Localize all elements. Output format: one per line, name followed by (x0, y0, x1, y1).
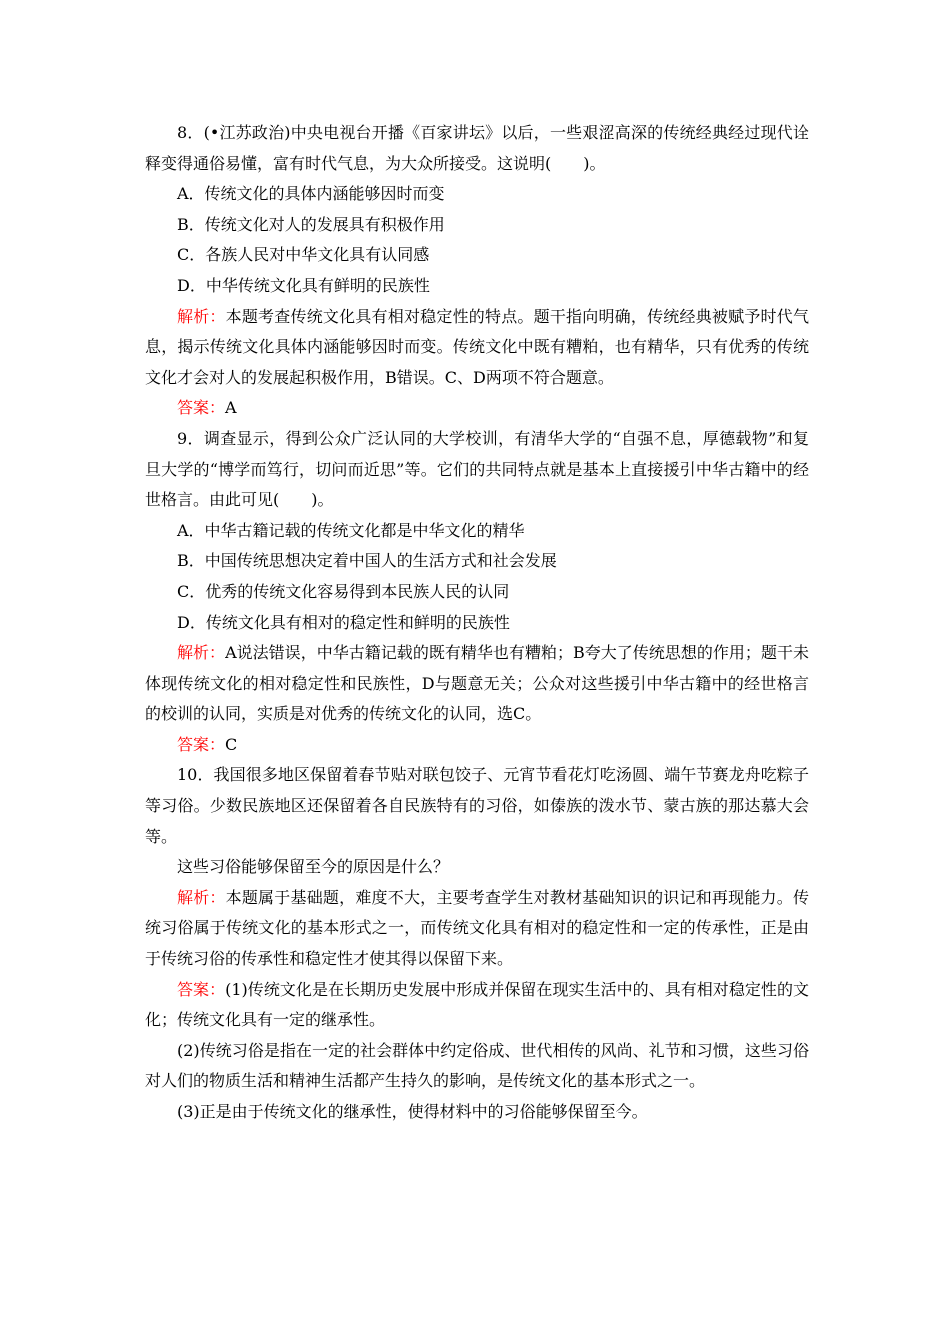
analysis-text: 本题考查传统文化具有相对稳定性的特点。题干指向明确，传统经典被赋予时代气息，揭示传统文化具体内涵能够因时而变。传统文化中既有糟粕，也有精华，只有优秀的传统文化才会对人的发展起积极作用，B错误。C、D两项不符合题意。 (145, 306, 809, 387)
question-8-analysis (145, 302, 809, 394)
question-9-option-c: C．优秀的传统文化容易得到本民族人民的认同 (177, 581, 510, 601)
question-9-option-b: B．中国传统思想决定着中国人的生活方式和社会发展 (177, 551, 557, 571)
answer-text: C (225, 734, 238, 754)
question-8-option-a: A．传统文化的具体内涵能够因时而变 (177, 184, 445, 204)
question-10-stem: 10．我国很多地区保留着春节贴对联包饺子、元宵节看花灯吃汤圆、端午节赛龙舟吃粽子等习俗。少数民族地区还保留着各自民族特有的习俗，如傣族的泼水节、蒙古族的那达慕大会等。 (145, 765, 809, 846)
analysis-label: 解析： (177, 643, 226, 663)
analysis-text: A说法错误，中华古籍记载的既有精华也有糟粕；B夸大了传统思想的作用；题干未体现传统文化的相对稳定性和民族性，D与题意无关；公众对这些援引中华古籍中的经世格言的校训的认同，实质是对优秀的传统文化的认同，选C。 (145, 643, 809, 724)
analysis-label: 解析： (177, 306, 226, 326)
question-10-analysis (145, 883, 809, 975)
question-10-answer-3: (3)正是由于传统文化的继承性，使得材料中的习俗能够保留至今。 (177, 1102, 648, 1121)
question-8-stem: 8．(•江苏政治)中央电视台开播《百家讲坛》以后，一些艰涩高深的传统经典经过现代诠释变得通俗易懂，富有时代气息，为大众所接受。这说明( )。 (145, 123, 809, 173)
analysis-label: 解析： (177, 887, 226, 907)
question-10-answer-1 (145, 975, 809, 1036)
document-page (145, 118, 809, 1128)
answer-label: 答案： (177, 734, 226, 754)
answer-text: (1)传统文化是在长期历史发展中形成并保留在现实生活中的、具有相对稳定性的文化；传统文化具有一定的继承性。 (145, 979, 809, 1030)
analysis-text: 本题属于基础题，难度不大，主要考查学生对教材基础知识的识记和再现能力。传统习俗属于传统文化的基本形式之一，而传统文化具有相对的稳定性和一定的传承性，正是由于传统习俗的传承性和稳定性才使其得以保留下来。 (145, 887, 809, 969)
question-8-option-c: C．各族人民对中华文化具有认同感 (177, 245, 430, 265)
question-8-option-d: D．中华传统文化具有鲜明的民族性 (177, 275, 430, 295)
question-9-answer (145, 730, 809, 761)
question-9-option-a: A．中华古籍记载的传统文化都是中华文化的精华 (177, 520, 525, 540)
question-10-answer-2: (2)传统习俗是指在一定的社会群体中约定俗成、世代相传的风尚、礼节和习惯，这些习俗对人们的物质生活和精神生活都产生持久的影响，是传统文化的基本形式之一。 (145, 1040, 809, 1091)
question-8-answer (145, 393, 809, 424)
question-9-stem: 9．调查显示，得到公众广泛认同的大学校训，有清华大学的“自强不息，厚德载物”和复旦大学的“博学而笃行，切问而近思”等。它们的共同特点就是基本上直接援引中华古籍中的经世格言。由此可见( )。 (145, 428, 809, 510)
question-9-analysis (145, 638, 809, 730)
question-9-option-d: D．传统文化具有相对的稳定性和鲜明的民族性 (177, 612, 510, 632)
answer-label: 答案： (177, 979, 226, 999)
answer-label: 答案： (177, 398, 226, 418)
question-10-question: 这些习俗能够保留至今的原因是什么？ (177, 857, 450, 877)
answer-text: A (225, 398, 237, 418)
question-8-option-b: B．传统文化对人的发展具有积极作用 (177, 214, 445, 234)
